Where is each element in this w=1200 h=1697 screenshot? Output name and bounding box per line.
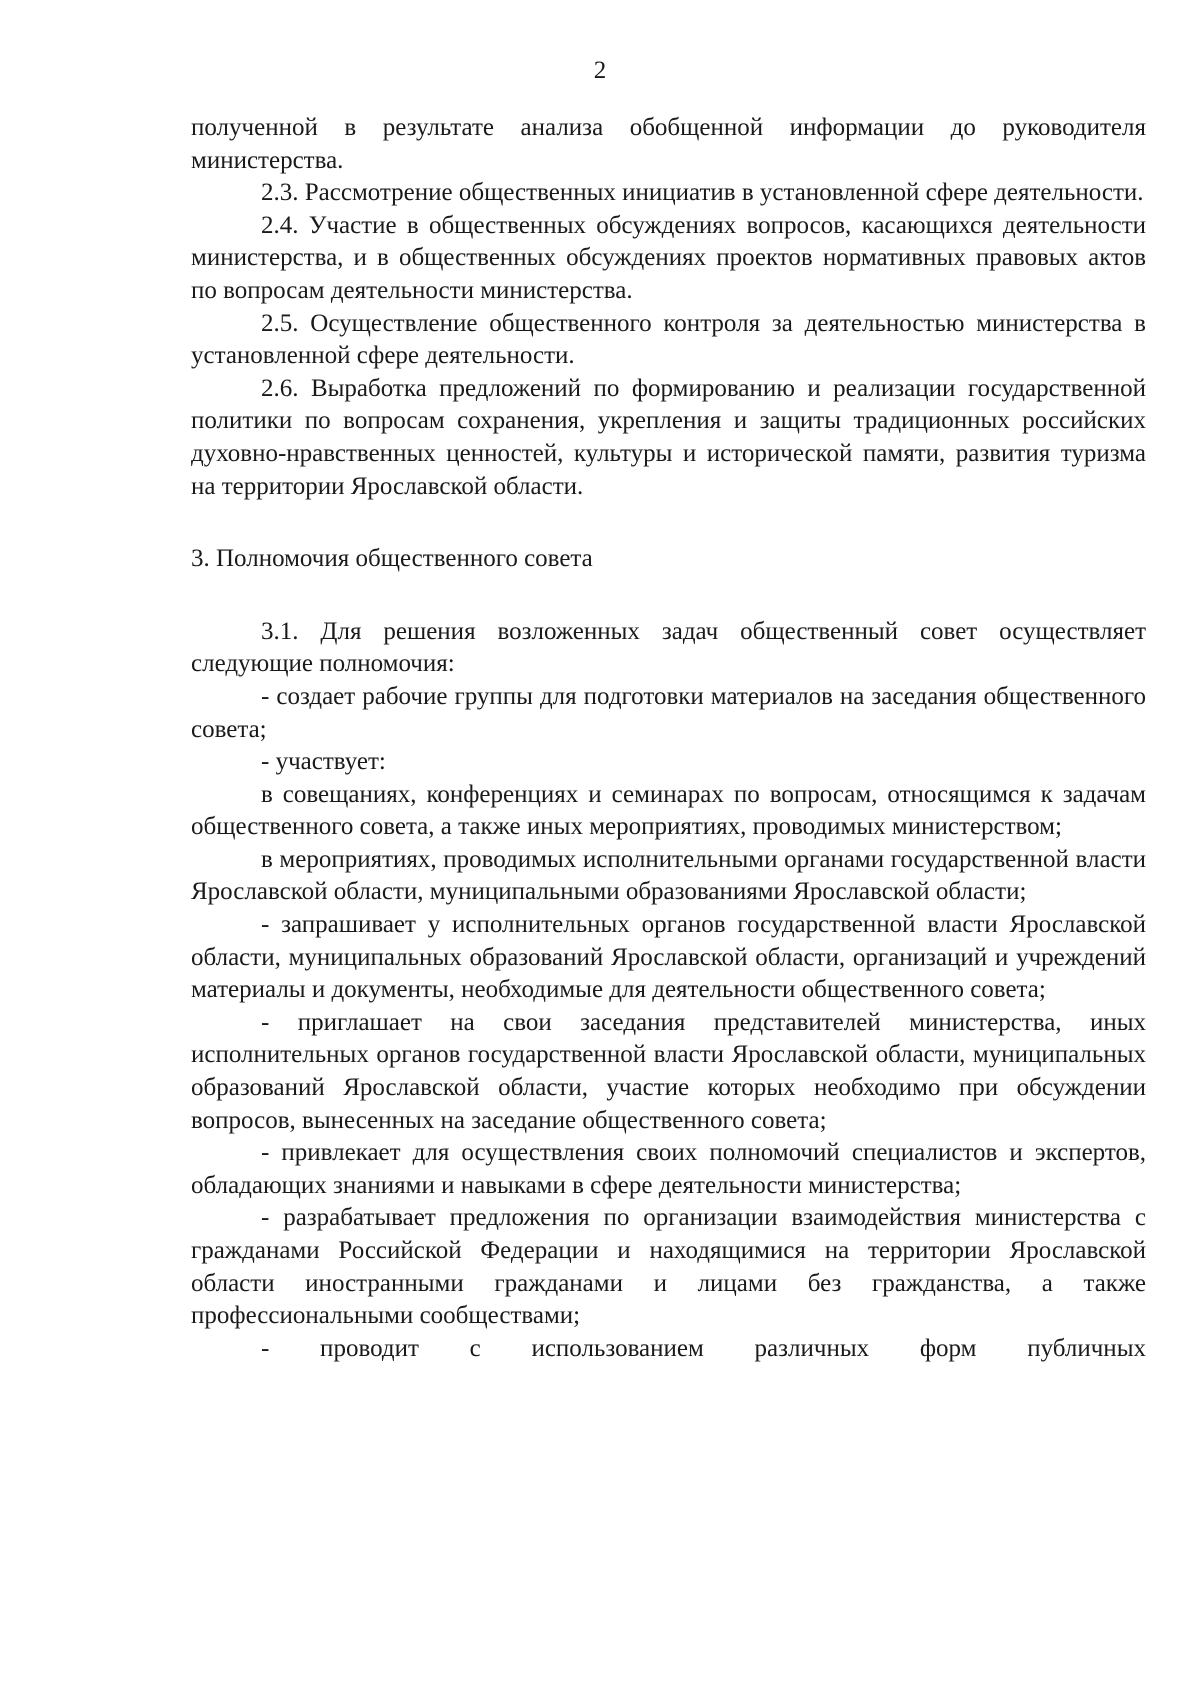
list-item-invites: - приглашает на свои заседания представителей министерства, иных исполнительных органов государственной власти Ярославской области, муниципальных образований Ярославской области, участие которых необходимо при обсуждении вопросов, вынесенных на заседание общественного совета; bbox=[191, 1008, 1146, 1134]
list-item-working-groups: - создает рабочие группы для подготовки материалов на заседания общественного совета; bbox=[191, 682, 1146, 743]
page-number: 2 bbox=[593, 57, 607, 84]
list-item-engages-experts: - привлекает для осуществления своих полномочий специалистов и экспертов, обладающих знаниями и навыками в сфере деятельности министерства; bbox=[191, 1139, 1146, 1199]
list-item-conducts: - проводит с использованием различных форм публичных bbox=[261, 1334, 1146, 1362]
sub-item-events: в мероприятиях, проводимых исполнительными органами государственной власти Ярославской области, муниципальными образованиями Ярославской области; bbox=[191, 845, 1146, 906]
paragraph-2-3: 2.3. Рассмотрение общественных инициатив в установленной сфере деятельности. bbox=[261, 179, 1144, 207]
paragraph-2-5: 2.5. Осуществление общественного контроля за деятельностью министерства в установленной сфере деятельности. bbox=[191, 309, 1146, 370]
document-body bbox=[191, 112, 1146, 1365]
list-item-participates: - участвует: bbox=[261, 748, 386, 776]
paragraph-3-1: 3.1. Для решения возложенных задач общественный совет осуществляет следующие полномочия: bbox=[191, 617, 1146, 678]
sub-item-meetings: в совещаниях, конференциях и семинарах по вопросам, относящимся к задачам общественного совета, а также иных мероприятиях, проводимых министерством; bbox=[191, 780, 1146, 841]
paragraph-2-6: 2.6. Выработка предложений по формированию и реализации государственной политики по вопросам сохранения, укрепления и защиты традиционных российских духовно-нравственных ценностей, культуры и исторической памяти, развития туризма на территории Ярославской области. bbox=[191, 374, 1146, 500]
paragraph-2-4: 2.4. Участие в общественных обсуждениях вопросов, касающихся деятельности министерства, и в общественных обсуждениях проектов нормативных правовых актов по вопросам деятельности министерства. bbox=[191, 211, 1146, 304]
section-heading: 3. Полномочия общественного совета bbox=[191, 545, 593, 573]
paragraph-continuation: полученной в результате анализа обобщенной информации до руководителя министерства. bbox=[191, 114, 1146, 174]
list-item-requests: - запрашивает у исполнительных органов государственной власти Ярославской области, муниципальных образований Ярославской области, организаций и учреждений материалы и документы, необходимые для деятельности общественного совета; bbox=[191, 911, 1146, 1004]
list-item-develops-proposals: - разрабатывает предложения по организации взаимодействия министерства с гражданами Российской Федерации и находящимися на территории Ярославской области иностранными гражданами и лицами без гражданства, а также профессиональными сообществами; bbox=[191, 1204, 1146, 1330]
